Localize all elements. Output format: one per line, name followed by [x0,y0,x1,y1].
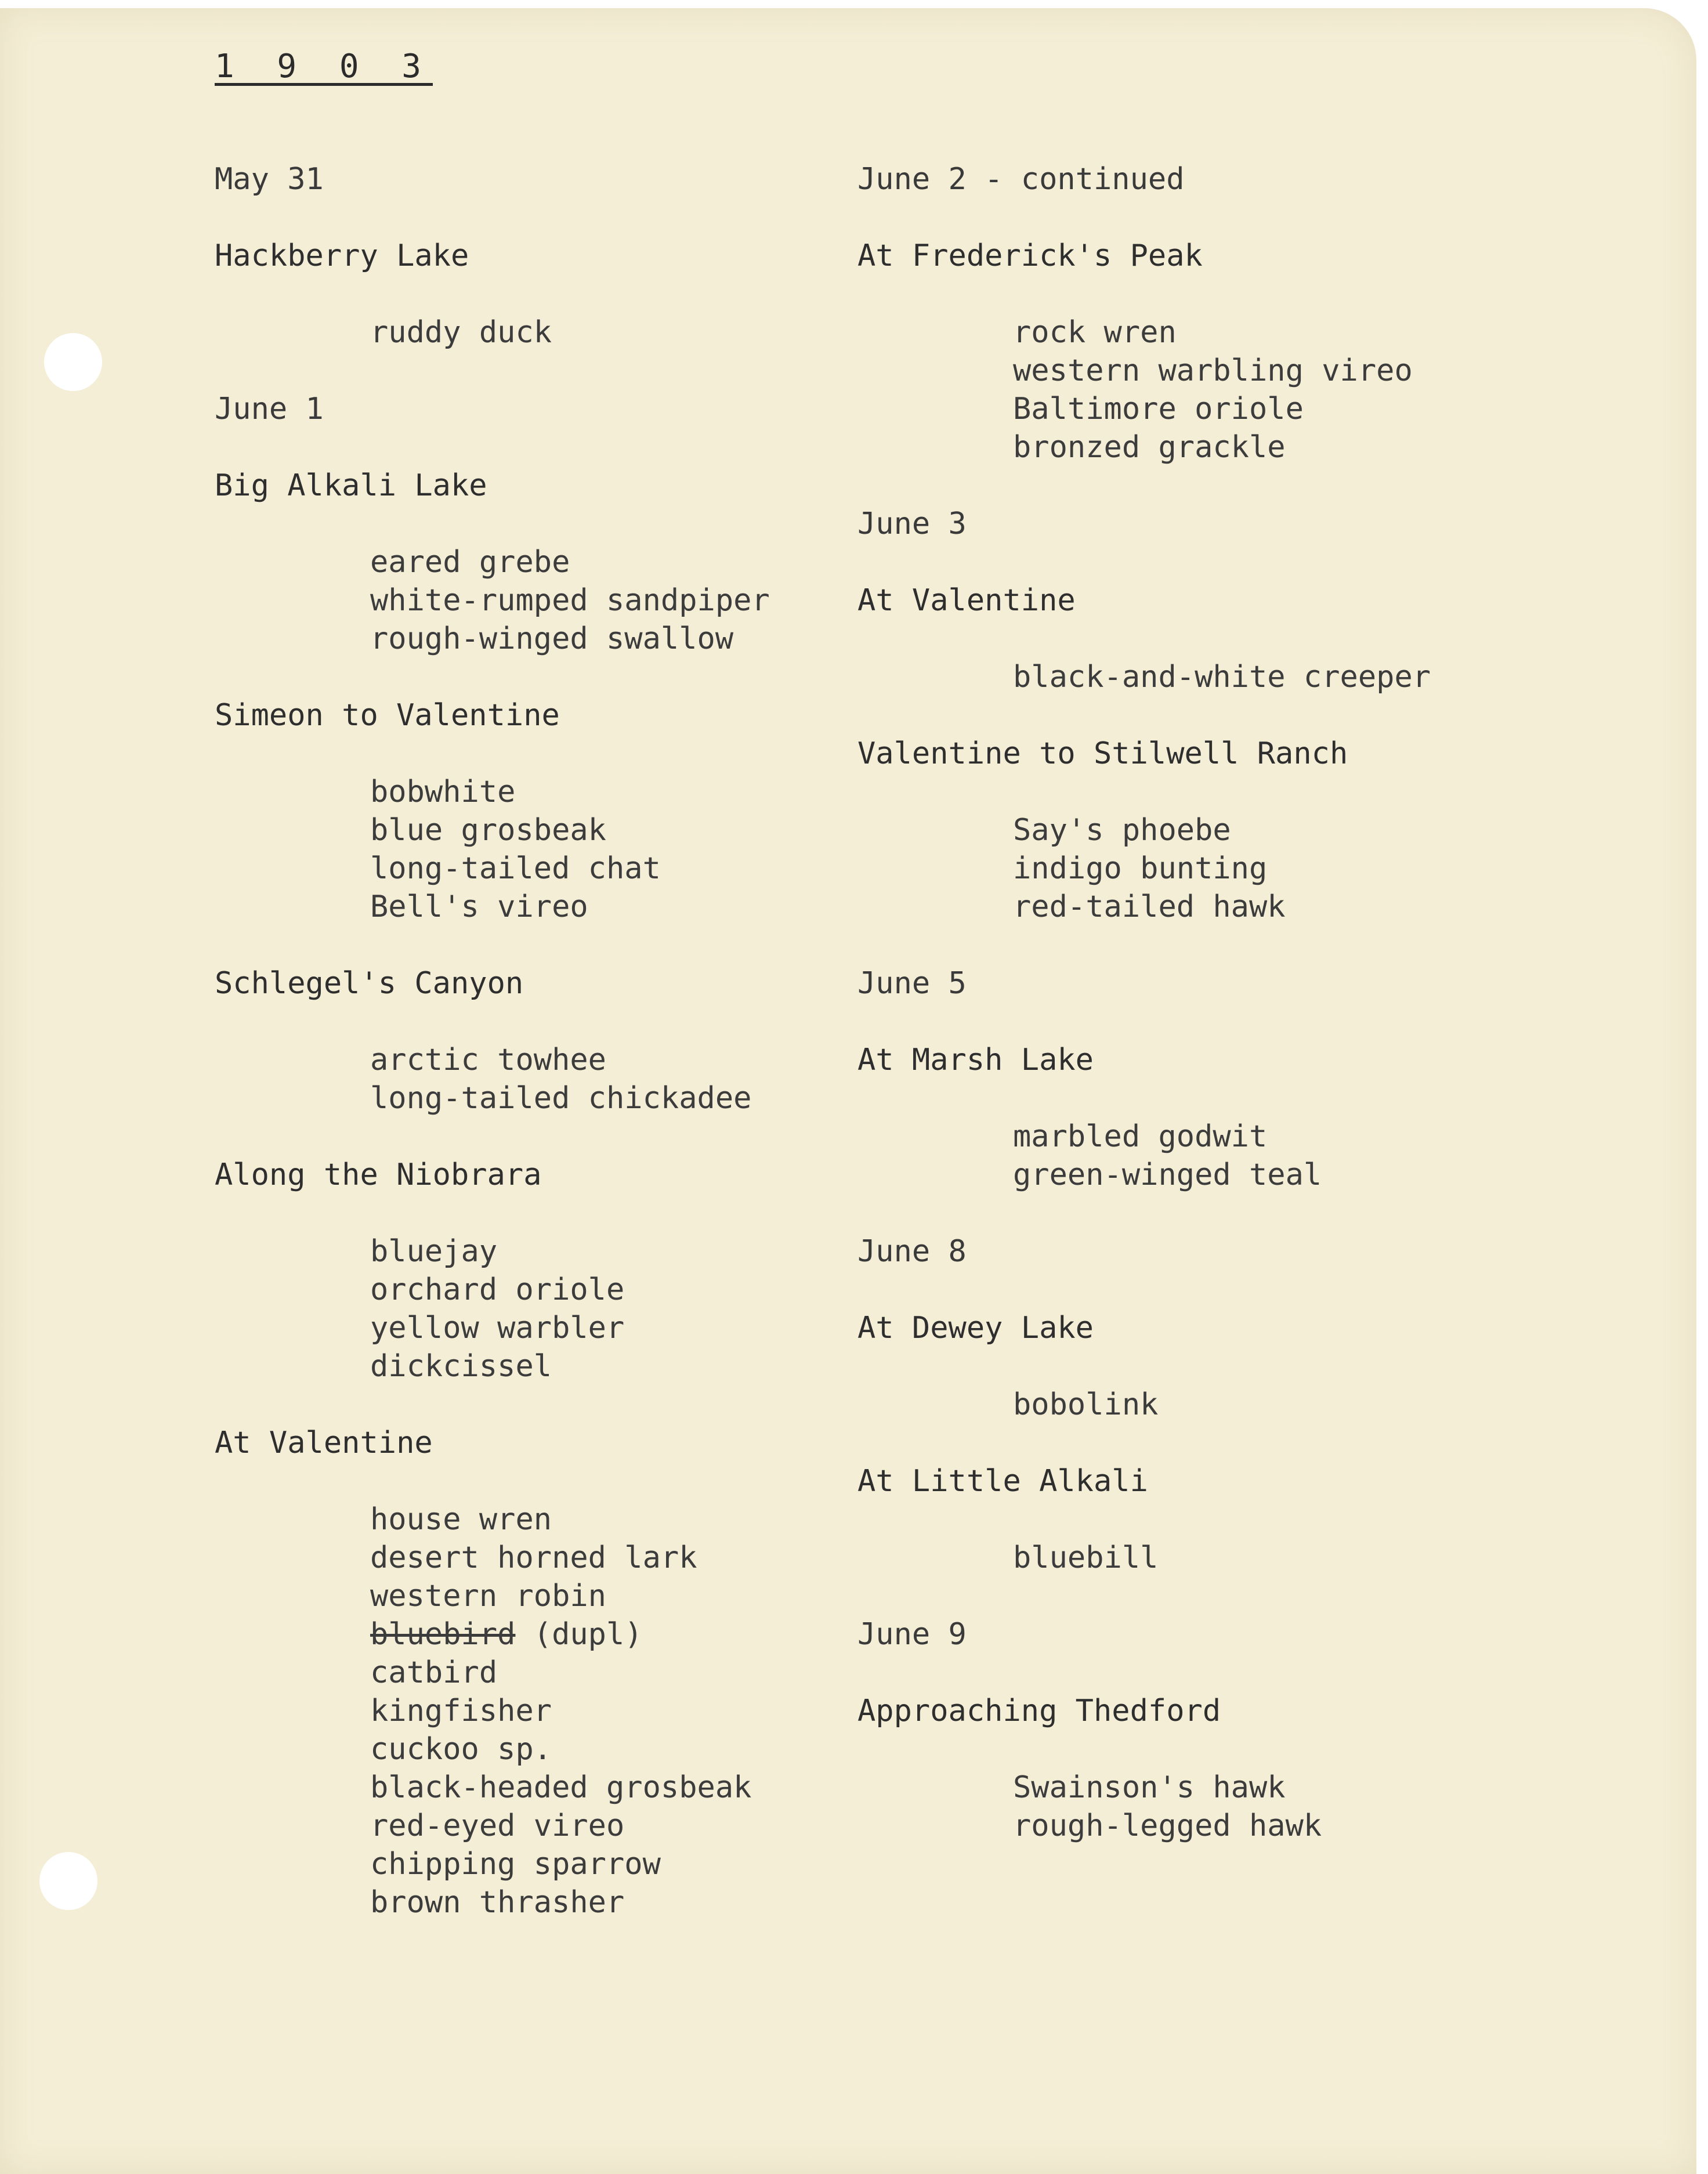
typed-page [0,8,1696,2174]
blank-line [215,1117,770,1156]
bird-name: red-eyed vireo [370,1808,625,1843]
bird-name: house wren [370,1502,552,1537]
bird-entry [215,1309,770,1347]
left-column [215,160,770,1960]
bird-entry [857,1807,1431,1845]
location-heading: Schlegel's Canyon [215,966,524,1001]
bird-entry [215,1768,770,1807]
bird-name: Bell's vireo [370,889,588,924]
bird-entry [215,1845,770,1883]
bird-name: desert horned lark [370,1540,697,1575]
bird-entry [857,1539,1431,1577]
bird-name: kingfisher [370,1694,552,1728]
location-heading: At Valentine [215,1426,433,1460]
punch-hole-top [44,333,102,391]
bird-entry [215,1271,770,1309]
bird-entry [215,849,770,888]
blank-line [215,658,770,696]
bird-name: bobwhite [370,775,516,809]
date-heading: June 3 [857,507,967,541]
blank-line [857,543,1431,581]
blank-line [857,696,1431,735]
bird-entry [215,773,770,811]
blank-line [857,466,1431,505]
blank-line [215,198,770,237]
bird-name: Baltimore oriole [1013,392,1304,426]
blank-line [857,1347,1431,1386]
bird-entry [215,811,770,849]
blank-line [857,1271,1431,1309]
blank-line [857,620,1431,658]
location-heading: Hackberry Lake [215,238,469,273]
blank-line [857,926,1431,964]
bird-entry [215,313,770,352]
blank-line [857,1003,1431,1041]
date-heading: May 31 [215,162,324,197]
location-heading: At Frederick's Peak [857,238,1203,273]
blank-line [215,735,770,773]
blank-line [215,1003,770,1041]
blank-line [215,352,770,390]
bird-name: bluejay [370,1234,498,1269]
location-heading: Approaching Thedford [857,1694,1221,1728]
blank-line [215,275,770,313]
bird-entry [215,1539,770,1577]
blank-line [857,773,1431,811]
blank-line [857,1500,1431,1539]
bird-entry [857,390,1431,428]
location-heading: Valentine to Stilwell Ranch [857,736,1348,771]
location-heading: Along the Niobrara [215,1157,542,1192]
bird-name: blue grosbeak [370,813,606,848]
blank-line [215,1462,770,1500]
bird-name: eared grebe [370,545,570,580]
punch-hole-bottom [39,1852,97,1910]
bird-entry [857,1768,1431,1807]
bird-entry [215,581,770,620]
blank-line [857,1079,1431,1117]
location-heading: At Little Alkali [857,1464,1148,1499]
bird-name: green-winged teal [1013,1157,1322,1192]
bird-name: indigo bunting [1013,851,1268,886]
bird-name: white-rumped sandpiper [370,583,770,618]
bird-entry [215,1807,770,1845]
bird-entry [215,1883,770,1922]
bird-name: marbled godwit [1013,1119,1268,1154]
blank-line [857,1845,1431,1883]
bird-name: arctic towhee [370,1043,606,1077]
date-heading: June 2 - continued [857,162,1185,197]
bird-name: rock wren [1013,315,1177,350]
bird-entry [215,1730,770,1768]
bird-name: brown thrasher [370,1885,625,1920]
bird-name: ruddy duck [370,315,552,350]
bird-note: (dupl) [533,1617,643,1652]
location-heading: Big Alkali Lake [215,468,487,503]
bird-name: western robin [370,1579,606,1614]
bird-name: western warbling vireo [1013,353,1413,388]
bird-entry [215,1347,770,1386]
blank-line [857,1730,1431,1768]
blank-line [215,1194,770,1232]
bird-entry [215,1079,770,1117]
bird-name: bronzed grackle [1013,430,1286,465]
bird-entry [857,811,1431,849]
bird-name: dickcissel [370,1349,552,1384]
blank-line [857,1424,1431,1462]
bird-name: black-headed grosbeak [370,1770,752,1805]
blank-line [215,926,770,964]
blank-line [215,505,770,543]
bird-name: Swainson's hawk [1013,1770,1286,1805]
location-heading: At Marsh Lake [857,1043,1094,1077]
blank-line [215,1922,770,1960]
bird-entry [857,1156,1431,1194]
bird-name: catbird [370,1655,498,1690]
bird-entry [215,1500,770,1539]
page-year: 1 9 0 3 [215,48,433,85]
bird-entry [215,1654,770,1692]
location-heading: At Dewey Lake [857,1311,1094,1345]
bird-name: long-tailed chat [370,851,661,886]
bird-name: black-and-white creeper [1013,660,1431,694]
blank-line [857,275,1431,313]
blank-line [215,1386,770,1424]
bird-name: Say's phoebe [1013,813,1231,848]
bird-name: orchard oriole [370,1272,625,1307]
bird-entry [215,1577,770,1615]
struck-bird-name: bluebird [370,1617,516,1652]
date-heading: June 1 [215,392,324,426]
bird-entry [857,1386,1431,1424]
bird-entry [215,1615,770,1654]
bird-name: bluebill [1013,1540,1159,1575]
bird-entry [215,888,770,926]
blank-line [215,428,770,466]
bird-entry [857,888,1431,926]
bird-name: rough-winged swallow [370,621,734,656]
bird-name: long-tailed chickadee [370,1081,752,1116]
bird-entry [857,352,1431,390]
bird-entry [857,313,1431,352]
bird-name: cuckoo sp. [370,1732,552,1767]
date-heading: June 9 [857,1617,967,1652]
bird-entry [857,658,1431,696]
bird-name: yellow warbler [370,1311,625,1345]
blank-line [857,1577,1431,1615]
blank-line [857,198,1431,237]
bird-entry [857,1117,1431,1156]
bird-entry [857,428,1431,466]
bird-name: red-tailed hawk [1013,889,1286,924]
right-column [857,160,1431,1883]
blank-line [857,1654,1431,1692]
bird-entry [215,543,770,581]
bird-entry [857,849,1431,888]
bird-name: bobolink [1013,1387,1159,1422]
bird-name: chipping sparrow [370,1847,661,1882]
blank-line [857,1194,1431,1232]
bird-name: rough-legged hawk [1013,1808,1322,1843]
bird-entry [215,620,770,658]
bird-entry [215,1232,770,1271]
location-heading: At Valentine [857,583,1076,618]
date-heading: June 8 [857,1234,967,1269]
location-heading: Simeon to Valentine [215,698,560,733]
date-heading: June 5 [857,966,967,1001]
bird-entry [215,1041,770,1079]
bird-entry [215,1692,770,1730]
